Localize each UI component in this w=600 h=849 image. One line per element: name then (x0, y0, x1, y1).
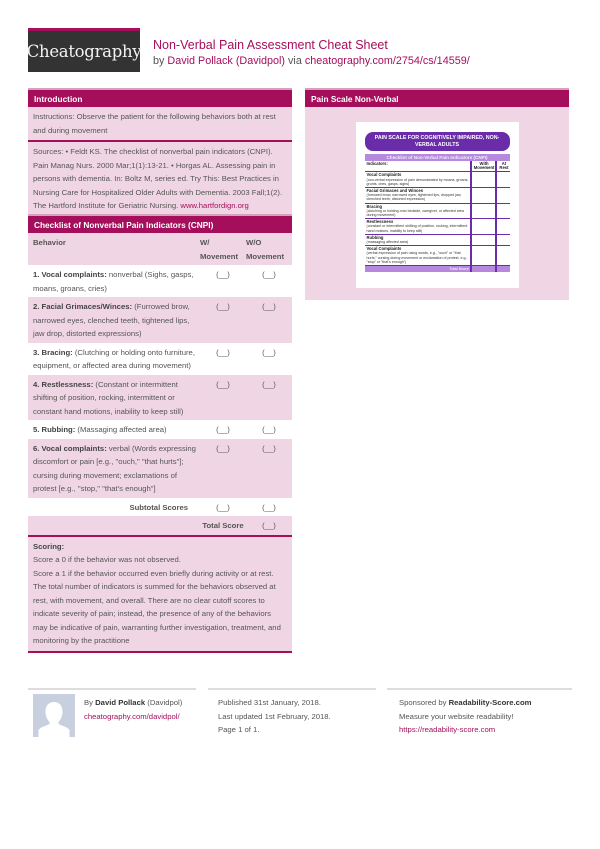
cheatography-logo[interactable] (28, 28, 140, 72)
behavior-desc: (Furrowed brow, narrowed eyes, clenched teeth, tightened lips, jaw drop, distorted expressions) (33, 302, 190, 338)
with-movement-col: With Movement (471, 161, 497, 172)
total-blank[interactable]: (__) (246, 516, 292, 535)
table-row (28, 265, 292, 297)
score-blank[interactable]: (__) (246, 343, 292, 375)
indicator-title: Facial Grimaces and Winces (366, 188, 424, 194)
indicator-desc: (constant or intermittent shifting of position, rocking, intermittent hand motions, inability to keep still) (366, 224, 468, 233)
published-date: Published 31st January, 2018. (218, 698, 321, 707)
indicator-desc: (massaging affected area) (366, 240, 409, 245)
scoring-line: Score a 0 if the behavior was not observed. (33, 555, 181, 564)
scoring-line: Score a 1 if the behavior occurred even briefly during activity or at rest. The total number of indicators is summed for the behaviors observed at rest, with movement, and overall. There are no clear cutoff scores to indicate severity of pain; instead, the presence of any of the behaviors may be indicative of pain, warranting further investigation, treatment, and monitoring by the practitione (33, 568, 281, 645)
table-row (28, 343, 292, 375)
pain-scale-banner: PAIN SCALE FOR COGNITIVELY IMPAIRED, NON-VERBAL ADULTS (365, 132, 510, 151)
hartford-link[interactable]: www.hartfordign.org (180, 201, 249, 210)
sheet-url-link[interactable]: cheatography.com/2754/cs/14559/ (304, 55, 470, 67)
indicator-desc: (clutching or holding onto bedside, caregiver, or affected area during movement) (366, 208, 464, 218)
logo-text: Cheatography (26, 42, 142, 61)
sponsor-tagline: Measure your website readability! (399, 711, 514, 721)
score-blank[interactable]: (__) (200, 343, 246, 375)
table-row (28, 297, 292, 343)
total-label: Total Score (200, 516, 246, 535)
without-movement-header: W/O Movement (246, 233, 292, 265)
score-blank[interactable]: (__) (246, 265, 292, 297)
sheet-title: Non-Verbal Pain Assessment Cheat Sheet (153, 38, 388, 52)
behavior-desc: nonverbal (Sighs, gasps, moans, groans, cries) (33, 270, 194, 293)
behavior-label: 6. Vocal complaints: (33, 443, 107, 453)
behavior-label: 5. Rubbing: (33, 425, 76, 434)
pain-scale-subtitle: Checklist of Non-Verbal Pain Indicators (CNPI) (365, 154, 510, 161)
score-blank[interactable]: (__) (200, 265, 246, 297)
indicator-title: Restlessness (366, 219, 394, 225)
table-header-row (28, 233, 292, 265)
behavior-label: 2. Facial Grimaces/Winces: (33, 302, 133, 311)
footer-author: By David Pollack (Davidpol) cheatography.com/davidpol/ (28, 688, 196, 723)
footer-dates (208, 688, 376, 737)
sponsor-link[interactable]: https://readability-score.com (399, 725, 496, 734)
subtotal-row (28, 498, 292, 517)
subtotal-without-blank[interactable]: (__) (246, 498, 292, 517)
title-block (153, 38, 470, 68)
pain-scale-panel (305, 88, 569, 300)
cnpi-table (28, 233, 292, 535)
sponsor-name: Readability-Score.com (448, 698, 532, 707)
indicator-desc: (non-verbal expression of pain demonstrated by moans, groans, grunts, cries, gasps, sighs) (366, 177, 469, 186)
updated-date: Last updated 1st February, 2018. (218, 711, 331, 721)
table-row (28, 420, 292, 439)
cnpi-heading: Checklist of Nonverbal Pain Indicators (CNPI) (28, 214, 292, 233)
behavior-header: Behavior (28, 233, 200, 265)
sources-text (28, 142, 292, 218)
footer-author-name: David Pollack (95, 698, 146, 707)
scoring-title: Scoring: (33, 541, 65, 551)
pain-scale-image (356, 122, 519, 288)
author-link[interactable]: David Pollack (Davidpol) (167, 55, 286, 67)
table-row (28, 439, 292, 498)
footer-sponsor: Sponsored by Readability-Score.com Measure your website readability! https://readability-score.com (387, 688, 572, 737)
score-blank[interactable]: (__) (246, 297, 292, 343)
footer (0, 688, 600, 768)
total-score-label: Total Score (365, 266, 471, 273)
indicator-title: Rubbing (366, 234, 384, 240)
indicator-desc: (furrowed brow, narrowed eyes, tightened lips, dropped jaw, clenched teeth, distorted expression) (366, 193, 462, 202)
introduction-panel (28, 88, 292, 218)
behavior-desc: (Massaging affected area) (77, 425, 167, 434)
score-blank[interactable]: (__) (246, 420, 292, 439)
by-label: by (153, 55, 165, 67)
table-row (28, 375, 292, 421)
subtotal-label: Subtotal Scores (28, 498, 200, 517)
score-blank[interactable]: (__) (200, 420, 246, 439)
scoring-section (28, 535, 292, 653)
via-label: via (288, 55, 302, 67)
score-blank[interactable]: (__) (200, 375, 246, 421)
introduction-heading: Introduction (28, 88, 292, 107)
instructions-text: Instructions: Observe the patient for the following behaviors both at rest and during movement (28, 107, 292, 142)
behavior-label: 1. Vocal complaints: (33, 270, 107, 279)
at-rest-col: At Rest (496, 161, 509, 172)
behavior-desc: (Constant or intermittent shifting of position, rocking, intermittent or constant hand motions, inability to keep still) (33, 379, 184, 416)
behavior-label: 3. Bracing: (33, 347, 73, 357)
byline (153, 54, 470, 68)
indicators-header: Indicators: (365, 161, 471, 172)
score-blank[interactable]: (__) (200, 439, 246, 498)
score-blank[interactable]: (__) (200, 297, 246, 343)
with-movement-header: W/ Movement (200, 233, 246, 265)
footer-author-link[interactable]: cheatography.com/davidpol/ (84, 711, 180, 721)
pain-scale-table (365, 161, 510, 272)
indicator-title: Vocal Complaints (366, 246, 402, 252)
pain-scale-heading: Pain Scale Non-Verbal (305, 88, 569, 107)
score-blank[interactable]: (__) (246, 439, 292, 498)
sources-body: Sources: • Feldt KS. The checklist of nonverbal pain indicators (CNPI). Pain Manag Nurs. 2000 Mar;1(1):13-21. • Horgas AL. Assessing pain in persons with dementia. In: Boltz M, series ed. Try This: Best Practices in Nursing Care for Hospitalized Older Adults with Dementia. 2003 Fall;1(2). The Hartford Institute for Geriatric Nursing. (33, 147, 283, 210)
indicator-desc: (verbal expression of pain using words, e.g., "ouch" or "that hurts," cursing during movement or exclamation of protest, e.g., "stop" or "that's enough") (366, 251, 468, 264)
behavior-desc: (Clutching or holding onto furniture, equipment, or affected area during movement) (33, 347, 195, 370)
page-count: Page 1 of 1. (218, 725, 260, 734)
total-row (28, 516, 292, 535)
behavior-label: 4. Restlessness: (33, 379, 94, 389)
cnpi-panel (28, 214, 292, 653)
indicator-title: Bracing (366, 203, 383, 209)
indicator-title: Vocal Complaints (366, 172, 402, 178)
behavior-desc: verbal (Words expressing discomfort or pain [e.g., "ouch," "that hurts"]; cursing during movement; exclamations of protest [e.g., "stop," "that's enough"] (33, 443, 196, 493)
score-blank[interactable]: (__) (246, 375, 292, 421)
subtotal-with-blank[interactable]: (__) (200, 498, 246, 517)
